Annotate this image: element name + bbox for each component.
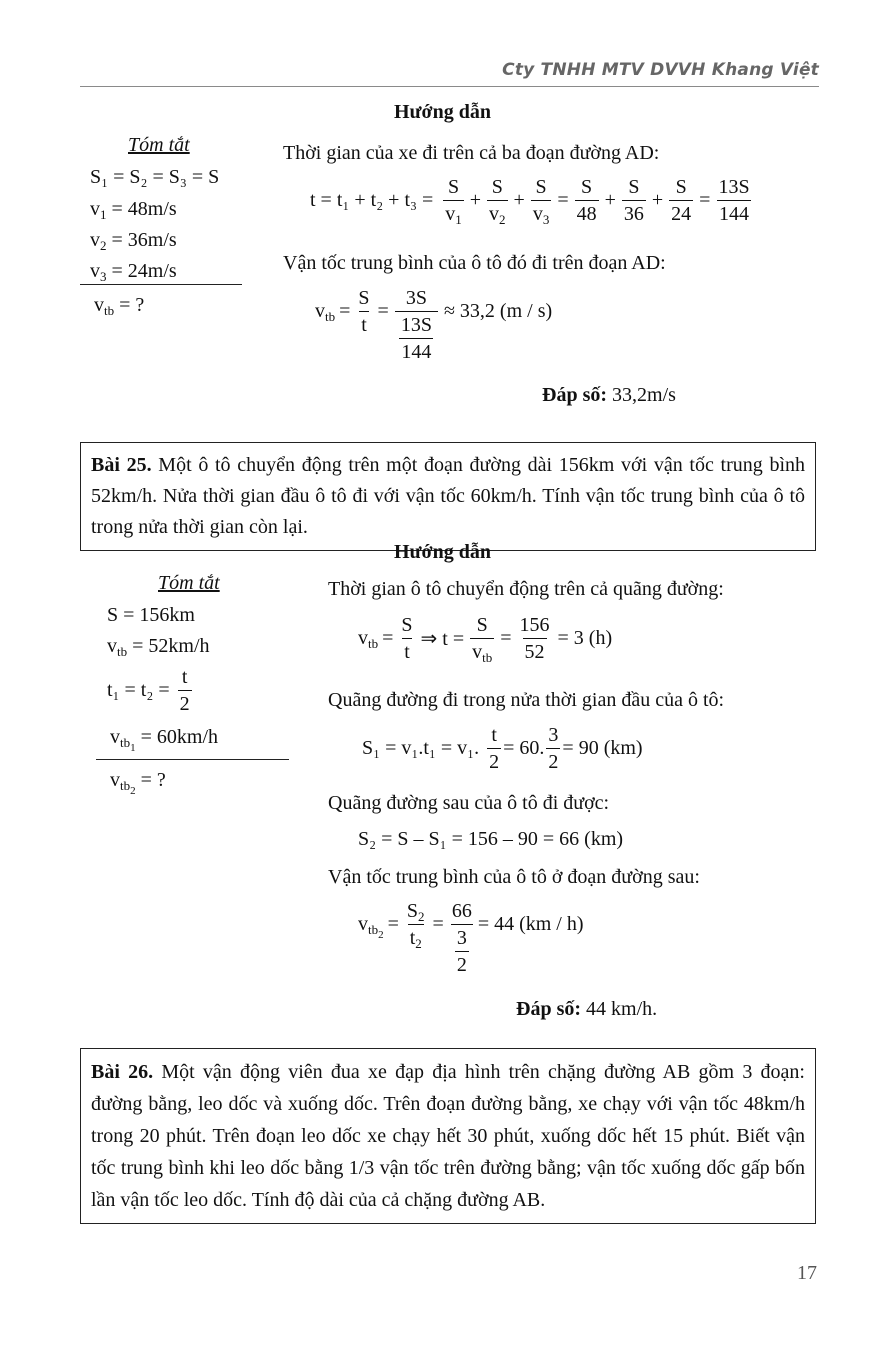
eq-result: = 3 (h) bbox=[557, 627, 613, 649]
operator: = bbox=[382, 627, 394, 649]
value: = 36m/s bbox=[106, 229, 177, 251]
eq-lhs: t₁ = t₂ = bbox=[107, 679, 170, 701]
var: v bbox=[90, 260, 100, 282]
fraction bbox=[487, 722, 501, 775]
operator: = bbox=[500, 627, 512, 649]
equation-total-time bbox=[358, 612, 612, 665]
eq-mid: = 60. bbox=[503, 737, 545, 759]
numerator: 66 bbox=[451, 900, 472, 922]
sub-subscript: 2 bbox=[378, 929, 384, 941]
inner-fraction bbox=[399, 312, 434, 365]
problem-label: Bài 25. bbox=[91, 454, 152, 476]
numerator: 3S bbox=[405, 287, 427, 309]
eq-result: ≈ 33,2 (m / s) bbox=[443, 300, 553, 322]
value: = 24m/s bbox=[106, 260, 177, 282]
numerator: 3 bbox=[548, 724, 559, 746]
find-vtb bbox=[94, 293, 144, 317]
operator: + bbox=[651, 189, 664, 211]
den-var: v bbox=[472, 641, 483, 663]
eq-lhs: t = t₁ + t₂ + t₃ = bbox=[310, 189, 434, 211]
denominator bbox=[451, 924, 473, 978]
denominator: 144 bbox=[399, 338, 433, 365]
given-s: S = 156km bbox=[107, 604, 195, 626]
sub-subscript: 2 bbox=[130, 785, 136, 797]
subscript: tb bbox=[368, 922, 379, 937]
solution-heading: Hướng dẫn bbox=[394, 541, 492, 563]
operator: + bbox=[604, 189, 616, 211]
numerator: S bbox=[401, 614, 413, 636]
value: = ? bbox=[135, 769, 166, 791]
fraction bbox=[575, 174, 599, 227]
denominator bbox=[443, 200, 464, 227]
fraction bbox=[399, 612, 414, 665]
header-divider bbox=[80, 86, 819, 87]
numerator: t bbox=[181, 666, 188, 688]
summary-divider bbox=[96, 759, 289, 760]
implies: ⇒ t = bbox=[420, 628, 465, 650]
numerator: S bbox=[447, 176, 460, 198]
den-sub: 3 bbox=[542, 212, 550, 227]
operator: = bbox=[557, 189, 569, 211]
answer-value: 33,2m/s bbox=[607, 384, 676, 406]
var: v bbox=[90, 229, 100, 251]
subscript: 2 bbox=[100, 238, 107, 253]
denominator: 36 bbox=[622, 200, 646, 227]
fraction bbox=[546, 722, 560, 775]
numerator: 156 bbox=[519, 614, 550, 636]
var: v bbox=[110, 769, 120, 791]
numerator: S bbox=[675, 176, 687, 198]
value: = ? bbox=[114, 294, 145, 316]
equation-second-distance: S₂ = S – S₁ = 156 – 90 = 66 (km) bbox=[358, 828, 624, 850]
fraction bbox=[531, 174, 552, 227]
subscript: tb bbox=[368, 636, 379, 651]
var: v bbox=[315, 300, 325, 322]
value: = 52km/h bbox=[127, 635, 210, 657]
summary-divider bbox=[80, 284, 242, 285]
problem-label: Bài 26. bbox=[91, 1061, 154, 1083]
denominator: 2 bbox=[178, 690, 192, 717]
numerator: S bbox=[535, 176, 547, 198]
inner-fraction bbox=[455, 925, 469, 978]
denominator: 144 bbox=[717, 200, 751, 227]
answer-label: Đáp số: bbox=[516, 998, 582, 1020]
numerator: 3 bbox=[456, 927, 467, 949]
var: v bbox=[358, 627, 368, 649]
den-var: v bbox=[532, 203, 543, 225]
compound-fraction bbox=[450, 898, 474, 978]
denominator bbox=[470, 638, 494, 665]
denominator bbox=[531, 200, 552, 227]
eq-lhs bbox=[358, 627, 378, 650]
fraction bbox=[487, 174, 508, 227]
operator: = bbox=[377, 300, 389, 322]
fraction bbox=[470, 612, 494, 665]
numerator: S bbox=[581, 176, 593, 198]
numerator: 13S bbox=[718, 176, 750, 198]
numerator: S bbox=[476, 614, 488, 636]
var: v bbox=[358, 913, 368, 935]
den-sub: 1 bbox=[455, 212, 462, 227]
step-text: Vận tốc trung bình của ô tô ở đoạn đường sau: bbox=[328, 866, 700, 888]
eq-lhs: S₁ = v₁.t₁ = v₁. bbox=[362, 737, 480, 759]
denominator: t bbox=[402, 638, 412, 665]
problem-25-box bbox=[80, 442, 816, 551]
den-var: v bbox=[489, 203, 500, 225]
eq-lhs bbox=[315, 300, 335, 323]
denominator: 2 bbox=[546, 748, 560, 775]
summary-title: Tóm tắt bbox=[128, 134, 190, 156]
denominator: 48 bbox=[575, 200, 599, 227]
denominator bbox=[408, 924, 424, 951]
equation-second-speed bbox=[358, 898, 584, 978]
var: v bbox=[107, 635, 117, 657]
var: v bbox=[94, 294, 104, 316]
fraction bbox=[443, 174, 464, 227]
denominator: t bbox=[359, 311, 369, 338]
given-v3 bbox=[90, 259, 177, 283]
subscript: tb bbox=[120, 778, 131, 793]
den-var: v bbox=[445, 203, 456, 225]
given-vtb bbox=[107, 634, 210, 658]
step-text: Thời gian của xe đi trên cả ba đoạn đường AD: bbox=[283, 142, 660, 164]
solution-heading: Hướng dẫn bbox=[394, 101, 492, 123]
operator: = bbox=[699, 189, 711, 211]
problem-text: Một ô tô chuyển động trên một đoạn đường dài 156km với vận tốc trung bình 52km/h. Nửa thời gian đầu ô tô đi với vận tốc 60km/h. Tính vận tốc trung bình của ô tô trong nửa thời gian còn lại. bbox=[91, 454, 805, 538]
answer bbox=[542, 383, 676, 407]
fraction bbox=[622, 174, 646, 227]
subscript: tb bbox=[120, 735, 131, 750]
given-v2 bbox=[90, 228, 177, 252]
den-var: t bbox=[409, 927, 416, 949]
num-sub: 2 bbox=[418, 909, 425, 924]
eq-result: = 44 (km / h) bbox=[477, 913, 584, 935]
fraction bbox=[518, 612, 552, 665]
numerator: 13S bbox=[400, 314, 432, 336]
problem-26-box bbox=[80, 1048, 816, 1224]
step-text: Vận tốc trung bình của ô tô đó đi trên đoạn AD: bbox=[283, 252, 666, 274]
var: v bbox=[90, 198, 100, 220]
num-var: S bbox=[406, 900, 419, 922]
value: = 48m/s bbox=[106, 198, 177, 220]
denominator bbox=[487, 200, 508, 227]
fraction bbox=[669, 174, 693, 227]
step-text: Thời gian ô tô chuyển động trên cả quãng đường: bbox=[328, 578, 724, 600]
operator: = bbox=[432, 913, 444, 935]
fraction bbox=[178, 664, 192, 717]
fraction bbox=[405, 898, 427, 951]
numerator: S bbox=[358, 287, 370, 309]
operator: + bbox=[469, 189, 482, 211]
numerator: t bbox=[491, 724, 497, 746]
equation-first-distance bbox=[362, 722, 643, 775]
fraction bbox=[716, 174, 751, 227]
given-v1 bbox=[90, 197, 177, 221]
subscript: tb bbox=[117, 644, 128, 659]
numerator: S bbox=[491, 176, 503, 198]
denominator: 52 bbox=[523, 638, 547, 665]
sub-subscript: 1 bbox=[130, 742, 136, 754]
den-sub: 2 bbox=[415, 936, 422, 951]
operator: + bbox=[513, 189, 525, 211]
subscript: 1 bbox=[100, 207, 107, 222]
numerator: S bbox=[628, 176, 640, 198]
subscript: 3 bbox=[100, 269, 107, 284]
den-sub: 2 bbox=[499, 212, 506, 227]
equation-average-speed bbox=[315, 285, 552, 365]
answer-value: 44 km/h. bbox=[581, 998, 658, 1020]
problem-text: Một vận động viên đua xe đạp địa hình trên chặng đường AB gồm 3 đoạn: đường bằng, leo dốc và xuống dốc. Trên đoạn đường bằng, xe chạy với vận tốc 48km/h trong 20 phút. Trên đoạn leo dốc xe chạy hết 30 phút, xuống dốc hết 15 phút. Biết vận tốc trung bình khi leo dốc bằng 1/3 vận tốc trên đường bằng; vận tốc xuống dốc gấp bốn lần vận tốc leo dốc. Tính độ dài của cả chặng đường AB. bbox=[91, 1061, 805, 1211]
step-text: Quãng đường đi trong nửa thời gian đầu của ô tô: bbox=[328, 689, 725, 711]
eq-result: = 90 (km) bbox=[562, 737, 643, 759]
numerator bbox=[405, 898, 427, 924]
denominator bbox=[395, 311, 438, 365]
var: v bbox=[110, 726, 120, 748]
given-s: S₁ = S₂ = S₃ = S bbox=[90, 166, 220, 188]
eq-lhs bbox=[358, 913, 384, 941]
denominator: 2 bbox=[455, 951, 469, 978]
denominator: 2 bbox=[487, 748, 501, 775]
value: = 60km/h bbox=[135, 726, 219, 748]
operator: = bbox=[387, 913, 399, 935]
given-vtb1 bbox=[110, 725, 219, 754]
denominator: 24 bbox=[669, 200, 693, 227]
fraction bbox=[356, 285, 371, 338]
step-text: Quãng đường sau của ô tô đi được: bbox=[328, 792, 610, 814]
operator: = bbox=[339, 300, 351, 322]
publisher-header: Cty TNHH MTV DVVH Khang Việt bbox=[502, 60, 819, 80]
compound-fraction bbox=[395, 285, 438, 365]
subscript: tb bbox=[104, 303, 115, 318]
page-number: 17 bbox=[797, 1262, 817, 1284]
find-vtb2 bbox=[110, 768, 166, 797]
equation-total-time bbox=[310, 174, 754, 227]
answer bbox=[516, 997, 657, 1021]
given-t bbox=[107, 664, 194, 717]
subscript: tb bbox=[325, 309, 336, 324]
answer-label: Đáp số: bbox=[542, 384, 608, 406]
summary-title: Tóm tắt bbox=[158, 572, 220, 594]
den-sub: tb bbox=[482, 650, 493, 665]
